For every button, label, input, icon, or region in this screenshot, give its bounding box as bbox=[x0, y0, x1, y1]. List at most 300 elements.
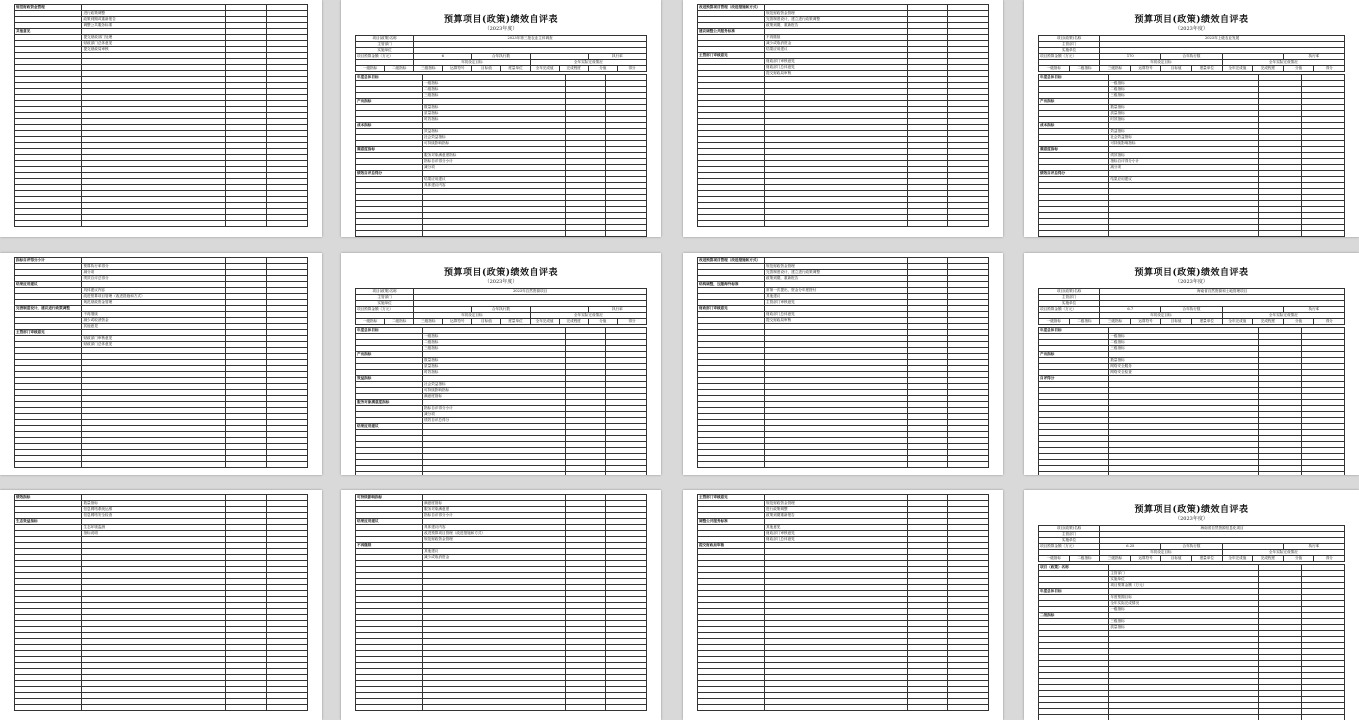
table-cell: 全年实际完成情况 bbox=[1222, 313, 1344, 319]
row-text: 减分项 bbox=[1109, 165, 1259, 171]
row-label: 改进预算项目管理（改进措施和方式） bbox=[698, 5, 765, 11]
row-text bbox=[423, 472, 566, 476]
row-label: 结构调整，压缩海外标准 bbox=[698, 282, 765, 288]
page-year: （2023年度） bbox=[1175, 26, 1208, 32]
table-cell: 一级指标 bbox=[356, 66, 385, 72]
table-cell: 完成程度 bbox=[1253, 556, 1284, 562]
row-label bbox=[356, 705, 423, 711]
row-mark bbox=[565, 231, 606, 237]
row-text: 政策到期或重新报告 bbox=[82, 17, 226, 23]
table-cell: 分值 bbox=[1283, 556, 1314, 562]
row-text: 结果应用建议 bbox=[1109, 177, 1259, 183]
row-text: 不再继续 bbox=[82, 312, 226, 318]
row-text bbox=[82, 221, 226, 227]
row-text: 其他建议 bbox=[765, 294, 908, 300]
row-text: 网络安全服务 bbox=[1109, 364, 1259, 370]
document-page-7[interactable] bbox=[683, 253, 1003, 475]
row-text: 预算执行率得分 bbox=[82, 264, 226, 270]
table-cell: 6.7 bbox=[1100, 307, 1161, 313]
content-table bbox=[697, 257, 989, 468]
row-text: 生态环境监测 bbox=[82, 525, 226, 531]
row-label: 满意度指标 bbox=[356, 147, 423, 153]
row-text: 指标说明 bbox=[82, 531, 226, 537]
row-text bbox=[423, 705, 566, 711]
table-cell: 得分 bbox=[1314, 556, 1345, 562]
row-text: 财政部门总体意见 bbox=[82, 342, 226, 348]
row-text: 减少或取消资金 bbox=[423, 555, 566, 561]
row-label: 其他意见 bbox=[15, 29, 82, 35]
document-page-1[interactable] bbox=[0, 0, 322, 237]
row-text: 进行政策调整 bbox=[765, 507, 908, 513]
document-page-4[interactable] bbox=[1024, 0, 1359, 237]
row-label bbox=[1039, 472, 1109, 476]
row-text: 实施单位 bbox=[1109, 577, 1259, 583]
row-text: 常第一次提出，资金分年度拨付 bbox=[765, 288, 908, 294]
row-label bbox=[698, 705, 765, 711]
row-text: 一级指标 bbox=[1109, 607, 1259, 613]
table-cell: 执行率 bbox=[1283, 54, 1344, 60]
page-body bbox=[355, 4, 647, 237]
document-page-5[interactable] bbox=[0, 253, 322, 475]
row-text: 质量指标 bbox=[423, 111, 566, 117]
table-cell: 项目预算金额（万元） bbox=[1039, 544, 1100, 550]
row-text: 财政部门总体意见 bbox=[82, 41, 226, 47]
row-label: 绩效指标 bbox=[15, 495, 82, 501]
content-table bbox=[14, 494, 308, 711]
row-mark bbox=[907, 462, 948, 468]
table-cell: 合年执行数 bbox=[472, 54, 530, 60]
row-mark bbox=[226, 221, 267, 227]
table-cell: 全年完成值 bbox=[1222, 66, 1253, 72]
row-label: 成本指标 bbox=[356, 123, 423, 129]
table-cell: 执行率 bbox=[588, 307, 646, 313]
page-body bbox=[697, 494, 989, 711]
table-cell: 得分 bbox=[617, 66, 646, 72]
header-table bbox=[1038, 35, 1345, 72]
row-text: 绩效指标 bbox=[1109, 153, 1259, 159]
table-cell: 分值 bbox=[1283, 319, 1314, 325]
table-cell: 主管部门 bbox=[1039, 532, 1100, 538]
row-text: 二级指标 bbox=[423, 87, 566, 93]
row-text: 结果应用建议 bbox=[765, 47, 908, 53]
row-text: 效益指标 bbox=[1109, 129, 1259, 135]
table-cell: 分值 bbox=[1283, 66, 1314, 72]
row-text: 质量指标 bbox=[423, 364, 566, 370]
table-cell: 度量单位 bbox=[1191, 319, 1222, 325]
row-label bbox=[698, 221, 765, 227]
table-cell: 实施单位 bbox=[356, 301, 414, 307]
row-text: 具体建议内容 bbox=[82, 288, 226, 294]
table-cell: 合年执行数 bbox=[472, 307, 530, 313]
header-table bbox=[355, 288, 647, 325]
row-label bbox=[1039, 231, 1109, 237]
row-text bbox=[1109, 472, 1259, 476]
row-text: 财政部门总体意见 bbox=[765, 312, 908, 318]
page-title: 预算项目(政策)绩效自评表 bbox=[1134, 15, 1249, 25]
row-label: 年度总体目标 bbox=[356, 75, 423, 81]
table-cell: 实施单位 bbox=[356, 48, 414, 54]
row-label: 满意度指标 bbox=[1039, 147, 1109, 153]
row-mark bbox=[1259, 472, 1302, 476]
row-text: 社会效益指标 bbox=[423, 135, 566, 141]
row-label: 不再继续 bbox=[356, 543, 423, 549]
table-cell: 完成程度 bbox=[1253, 66, 1284, 72]
row-text: 财政部门审核意见 bbox=[765, 531, 908, 537]
table-cell: 全年完成值 bbox=[530, 66, 559, 72]
row-label bbox=[1039, 715, 1109, 720]
row-text: 数量指标 bbox=[423, 358, 566, 364]
row-text: 数量指标 bbox=[82, 501, 226, 507]
content-table bbox=[1038, 564, 1345, 720]
table-cell: 二级指标 bbox=[1069, 66, 1100, 72]
table-cell: 2023年自然资源项目 bbox=[414, 289, 647, 295]
table-cell: 实施单位 bbox=[1039, 48, 1100, 54]
table-cell: 分值 bbox=[588, 66, 617, 72]
row-text: 网络安全检查 bbox=[1109, 370, 1259, 376]
table-cell: 项目预算金额（万元） bbox=[1039, 307, 1100, 313]
row-text: 减少或取消资金 bbox=[765, 41, 908, 47]
table-cell: 年初设定目标 bbox=[414, 60, 530, 66]
row-text: 不再继续 bbox=[765, 35, 908, 41]
row-text: 提交财政局审核 bbox=[765, 318, 908, 324]
row-note bbox=[948, 462, 989, 468]
table-cell: 执行率 bbox=[1283, 544, 1344, 550]
row-label: 年度总体目标 bbox=[356, 328, 423, 334]
row-text: 二级指标 bbox=[1109, 87, 1259, 93]
row-text: 其他意见 bbox=[82, 324, 226, 330]
row-text: 满意度指标 bbox=[423, 394, 566, 400]
row-text: 减分项 bbox=[423, 165, 566, 171]
header-table bbox=[355, 35, 647, 72]
table-cell: 海南省自然资源和土地管理项目 bbox=[1100, 289, 1345, 295]
row-label: 可持续影响指标 bbox=[356, 495, 423, 501]
row-text: 可持续影响指标 bbox=[423, 388, 566, 394]
row-note bbox=[1302, 472, 1345, 476]
row-note bbox=[606, 472, 647, 476]
table-cell: 实施单位 bbox=[1039, 301, 1100, 307]
table-cell: 度量单位 bbox=[1191, 556, 1222, 562]
table-cell: 主管部门 bbox=[1039, 295, 1100, 301]
row-label: 自评得分 bbox=[1039, 376, 1109, 382]
row-label: 效益指标 bbox=[356, 376, 423, 382]
content-table bbox=[697, 494, 989, 711]
row-text bbox=[82, 705, 226, 711]
header-table bbox=[1038, 288, 1345, 325]
document-page-9[interactable] bbox=[0, 490, 322, 720]
table-cell: 二级指标 bbox=[1069, 556, 1100, 562]
row-text: 具体建议内容 bbox=[423, 525, 566, 531]
table-cell: 全年实际完成情况 bbox=[1222, 550, 1344, 556]
table-cell: 2023年第三批农业主体调查 bbox=[414, 36, 647, 42]
row-text: 财政部门总体意见 bbox=[765, 537, 908, 543]
row-text: 三级指标 bbox=[1109, 619, 1259, 625]
row-text: 项目预算金额（万元） bbox=[1109, 583, 1259, 589]
row-text: 信息网络安全检查 bbox=[82, 513, 226, 519]
row-text bbox=[765, 462, 908, 468]
table-cell: 运算符号 bbox=[1130, 66, 1161, 72]
table-cell: 项目预算金额（万元） bbox=[356, 307, 414, 313]
header-table bbox=[1038, 525, 1345, 562]
row-text: 进行政策调整 bbox=[82, 11, 226, 17]
row-label: 主管部门审核意见 bbox=[15, 330, 82, 336]
table-cell: 全年完成值 bbox=[1222, 556, 1253, 562]
row-note bbox=[1302, 231, 1345, 237]
row-text: 财政部门审核意见 bbox=[765, 59, 908, 65]
table-cell: 完成程度 bbox=[1253, 319, 1284, 325]
row-text: 数量指标 bbox=[1109, 105, 1259, 111]
page-body bbox=[1038, 257, 1345, 475]
document-page-8[interactable] bbox=[1024, 253, 1359, 475]
row-label bbox=[15, 705, 82, 711]
row-text: 一级指标 bbox=[1109, 81, 1259, 87]
page-title: 预算项目(政策)绩效自评表 bbox=[443, 268, 559, 278]
row-label: 指标自评得分小计 bbox=[15, 258, 82, 264]
row-text: 规范财政资金管理 bbox=[765, 501, 908, 507]
row-label: 年度总体目标 bbox=[1039, 75, 1109, 81]
row-mark bbox=[1259, 231, 1302, 237]
row-text: 结果应用建议 bbox=[423, 177, 566, 183]
table-cell: 得分 bbox=[617, 319, 646, 325]
row-text: 数量指标 bbox=[423, 105, 566, 111]
row-label: 年度总体目标 bbox=[1039, 589, 1109, 595]
table-cell: 2023年上级农业发展 bbox=[1100, 36, 1345, 42]
row-text: 改进预算项目管理（改进措施和方式） bbox=[82, 294, 226, 300]
document-page-2[interactable] bbox=[341, 0, 661, 237]
row-label: 二级指标 bbox=[1039, 613, 1109, 619]
row-note bbox=[606, 705, 647, 711]
table-cell: 6 bbox=[414, 54, 472, 60]
table-cell: 全年实际完成情况 bbox=[530, 313, 646, 319]
row-text: 减少或取消资金 bbox=[82, 318, 226, 324]
row-text: 政策到期重新报告 bbox=[765, 513, 908, 519]
row-text: 指标自评得分小计 bbox=[1109, 159, 1259, 165]
row-text: 可持续影响指标 bbox=[1109, 141, 1259, 147]
row-text bbox=[82, 462, 226, 468]
row-text: 年度预期目标 bbox=[1109, 595, 1259, 601]
table-cell: 年初设定目标 bbox=[1100, 313, 1222, 319]
table-cell: 三级指标 bbox=[414, 319, 443, 325]
row-text: 主管部门审核意见 bbox=[765, 300, 908, 306]
row-text: 信息网络系统运维 bbox=[82, 507, 226, 513]
row-text bbox=[1109, 715, 1259, 720]
row-label: 财政部门审核意见 bbox=[698, 306, 765, 312]
row-text: 质量指标 bbox=[1109, 625, 1259, 631]
table-cell: 项目(政策)名称 bbox=[1039, 289, 1100, 295]
document-page-3[interactable] bbox=[683, 0, 1003, 237]
row-note bbox=[267, 705, 308, 711]
table-cell: 目标值 bbox=[1161, 556, 1192, 562]
row-text: 三级指标 bbox=[1109, 346, 1259, 352]
content-table bbox=[355, 494, 647, 711]
row-note bbox=[948, 705, 989, 711]
row-label: 主管部门审核意见 bbox=[698, 495, 765, 501]
row-text: 政策到期，重新报告 bbox=[765, 23, 908, 29]
document-page-12[interactable] bbox=[1024, 490, 1359, 720]
document-page-10[interactable] bbox=[341, 490, 661, 720]
page-body bbox=[1038, 494, 1345, 720]
row-text bbox=[765, 705, 908, 711]
content-table bbox=[355, 74, 647, 237]
table-cell: 一级指标 bbox=[1039, 319, 1070, 325]
row-label: 建议调整公共服务标准 bbox=[698, 29, 765, 35]
table-cell: 执行率 bbox=[588, 54, 646, 60]
row-text: 规范财政资金管理 bbox=[765, 264, 908, 270]
row-text: 绩效自评总得分 bbox=[423, 418, 566, 424]
row-text: 完善制度设计，建立进行政策调整 bbox=[765, 270, 908, 276]
table-cell: 实施单位 bbox=[1039, 538, 1100, 544]
page-body bbox=[14, 4, 308, 227]
page-year: （2023年度） bbox=[1175, 516, 1208, 522]
table-cell: 170 bbox=[1100, 54, 1161, 60]
page-title: 预算项目(政策)绩效自评表 bbox=[1134, 268, 1249, 278]
row-text: 财政部门审核意见 bbox=[82, 336, 226, 342]
table-cell: 年初设定目标 bbox=[1100, 550, 1222, 556]
row-text: 提交财政局审核 bbox=[765, 71, 908, 77]
row-label: 结果应用建议 bbox=[356, 424, 423, 430]
row-text: 指标自评得分小计 bbox=[423, 513, 566, 519]
page-body bbox=[1038, 4, 1345, 237]
row-mark bbox=[226, 462, 267, 468]
row-label: 结果应用建议 bbox=[356, 519, 423, 525]
table-cell: 运算符号 bbox=[1130, 556, 1161, 562]
table-cell: 全年实际完成情况 bbox=[1222, 60, 1344, 66]
row-label: 绩效自评总得分 bbox=[356, 171, 423, 177]
content-table bbox=[1038, 327, 1345, 475]
table-cell: 三级指标 bbox=[1100, 556, 1131, 562]
row-label: 产出指标 bbox=[1039, 352, 1109, 358]
row-text: 提交财政局审核 bbox=[82, 47, 226, 53]
row-label: 提交财政局审核 bbox=[698, 543, 765, 549]
table-cell: 三级指标 bbox=[1100, 66, 1131, 72]
row-text: 其他建议 bbox=[423, 549, 566, 555]
row-mark bbox=[907, 705, 948, 711]
row-text: 规范财政资金管理 bbox=[82, 300, 226, 306]
row-label bbox=[15, 462, 82, 468]
table-cell: 目标值 bbox=[472, 66, 501, 72]
row-label: 产出指标 bbox=[1039, 99, 1109, 105]
row-label: 调整公共服务标准 bbox=[698, 519, 765, 525]
page-year: （2023年度） bbox=[484, 279, 518, 285]
page-body bbox=[697, 4, 989, 227]
table-cell: 一级指标 bbox=[1039, 556, 1070, 562]
row-text: 绩效自评总得分 bbox=[82, 276, 226, 282]
table-cell: 项目预算金额（万元） bbox=[356, 54, 414, 60]
row-text: 指标自评得分小计 bbox=[423, 406, 566, 412]
table-cell: 三级指标 bbox=[1100, 319, 1131, 325]
row-text: 其他意见 bbox=[765, 525, 908, 531]
row-mark bbox=[226, 705, 267, 711]
table-cell: 一级指标 bbox=[356, 319, 385, 325]
row-label: 绩效自评总得分 bbox=[1039, 171, 1109, 177]
table-cell: 得分 bbox=[1314, 319, 1345, 325]
row-text: 社会效益指标 bbox=[1109, 135, 1259, 141]
row-text: 满意度指标 bbox=[423, 501, 566, 507]
table-cell: 合年执行数 bbox=[1161, 544, 1222, 550]
row-text bbox=[423, 231, 566, 237]
row-text: 主管部门 bbox=[1109, 571, 1259, 577]
row-text: 一级指标 bbox=[423, 334, 566, 340]
row-note bbox=[606, 231, 647, 237]
row-text: 规范财政资金管理 bbox=[423, 537, 566, 543]
row-mark bbox=[1259, 715, 1302, 720]
row-text: 服务对象满意度指标 bbox=[423, 153, 566, 159]
table-cell: 分值 bbox=[588, 319, 617, 325]
table-cell: 运算符号 bbox=[443, 319, 472, 325]
row-text: 指标自评得分小计 bbox=[423, 159, 566, 165]
row-text: 减分项 bbox=[423, 412, 566, 418]
table-cell: 年初设定目标 bbox=[414, 313, 530, 319]
table-cell: 目标值 bbox=[472, 319, 501, 325]
page-title: 预算项目(政策)绩效自评表 bbox=[1134, 505, 1249, 515]
row-text bbox=[1109, 231, 1259, 237]
row-label: 产出指标 bbox=[356, 352, 423, 358]
row-text: 服务对象满意度 bbox=[423, 507, 566, 513]
row-label bbox=[356, 472, 423, 476]
page-body bbox=[355, 494, 647, 711]
row-note bbox=[948, 221, 989, 227]
table-cell: 度量单位 bbox=[501, 66, 530, 72]
page-body bbox=[14, 257, 308, 468]
table-cell: 项目(政策)名称 bbox=[356, 289, 414, 295]
row-text: 时效指标 bbox=[1109, 117, 1259, 123]
table-cell: 项目(政策)名称 bbox=[1039, 36, 1100, 42]
table-cell: 合年执行数 bbox=[1161, 307, 1222, 313]
row-label: 成本指标 bbox=[1039, 123, 1109, 129]
row-mark bbox=[565, 472, 606, 476]
row-label: 主管部门审核意见 bbox=[698, 53, 765, 59]
table-cell: 二级指标 bbox=[385, 319, 414, 325]
row-mark bbox=[907, 221, 948, 227]
row-text: 全年实际完成情况 bbox=[1109, 601, 1259, 607]
row-text: 时效指标 bbox=[423, 370, 566, 376]
row-text bbox=[765, 221, 908, 227]
page-title: 预算项目(政策)绩效自评表 bbox=[443, 15, 559, 25]
row-label: 规范财政资金管理 bbox=[15, 5, 82, 11]
row-note bbox=[267, 221, 308, 227]
row-text: 二级指标 bbox=[1109, 340, 1259, 346]
row-label: 年度总体目标 bbox=[1039, 328, 1109, 334]
table-cell: 目标值 bbox=[1161, 319, 1192, 325]
table-cell: 度量单位 bbox=[501, 319, 530, 325]
page-year: （2023年度） bbox=[484, 26, 518, 32]
row-note bbox=[1302, 715, 1345, 720]
row-text: 一级指标 bbox=[423, 81, 566, 87]
table-cell: 目标值 bbox=[1161, 66, 1192, 72]
document-page-6[interactable] bbox=[341, 253, 661, 475]
content-table bbox=[355, 327, 647, 475]
row-text: 政策到期，重新报告 bbox=[765, 276, 908, 282]
row-text: 一级指标 bbox=[1109, 334, 1259, 340]
row-text: 二级指标 bbox=[423, 340, 566, 346]
row-text: 可持续影响指标 bbox=[423, 141, 566, 147]
row-mark bbox=[565, 705, 606, 711]
table-cell: 度量单位 bbox=[1191, 66, 1222, 72]
table-cell: 运算符号 bbox=[443, 66, 472, 72]
table-cell: 项目(政策)名称 bbox=[356, 36, 414, 42]
document-page-11[interactable] bbox=[683, 490, 1003, 720]
content-table bbox=[697, 4, 989, 227]
row-text: 财政部门总体意见 bbox=[765, 65, 908, 71]
row-text: 社会效益指标 bbox=[423, 382, 566, 388]
row-text: 数量指标 bbox=[1109, 358, 1259, 364]
content-table bbox=[14, 257, 308, 468]
table-cell: 项目预算金额（万元） bbox=[1039, 54, 1100, 60]
table-cell: 一级指标 bbox=[1039, 66, 1070, 72]
row-text: 时效指标 bbox=[423, 117, 566, 123]
table-cell: 项目(政策)名称 bbox=[1039, 526, 1100, 532]
row-text: 提交财政部门处理 bbox=[82, 35, 226, 41]
page-body bbox=[355, 257, 647, 475]
